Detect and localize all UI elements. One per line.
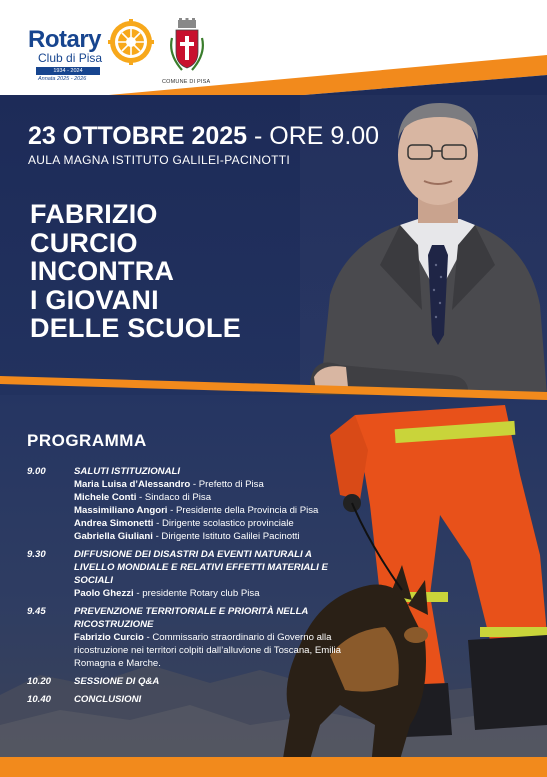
speaker-role: - Dirigente scolastico provinciale bbox=[153, 518, 294, 529]
program-item-title: CONCLUSIONI bbox=[74, 694, 142, 705]
speaker-name: Michele Conti bbox=[74, 492, 137, 503]
speaker bbox=[74, 478, 347, 491]
rotary-years-band: 1934 - 2024 bbox=[36, 67, 100, 75]
program-title: PROGRAMMA bbox=[27, 431, 147, 450]
program-item bbox=[27, 605, 347, 670]
speaker-name: Gabriella Giuliani bbox=[74, 531, 153, 542]
headline-line: INCONTRA bbox=[30, 256, 175, 286]
event-time: - ORE 9.00 bbox=[247, 122, 380, 150]
speaker bbox=[74, 530, 347, 543]
speaker-role: - Presidente della Provincia di Pisa bbox=[167, 505, 319, 516]
speaker-role: - Prefetto di Pisa bbox=[190, 479, 264, 490]
headline-line: CURCIO bbox=[30, 227, 138, 258]
headline-line: DELLE SCUOLE bbox=[30, 313, 241, 343]
speaker bbox=[74, 587, 347, 600]
program-time: 9.45 bbox=[27, 606, 46, 617]
event-venue: AULA MAGNA ISTITUTO GALILEI-PACINOTTI bbox=[28, 153, 291, 167]
program-item bbox=[27, 693, 347, 706]
speaker bbox=[74, 504, 347, 517]
speaker-name: Andrea Simonetti bbox=[74, 518, 154, 529]
speaker-name: Maria Luisa d’Alessandro bbox=[74, 479, 191, 490]
speaker-name: Paolo Ghezzi bbox=[74, 588, 134, 599]
program-list bbox=[27, 465, 347, 711]
rotary-logo-word: Rotary bbox=[28, 26, 102, 53]
section-divider bbox=[0, 370, 547, 410]
speaker-role: - Dirigente Istituto Galilei Pacinotti bbox=[152, 531, 300, 542]
event-headline bbox=[30, 200, 290, 343]
speaker bbox=[74, 491, 347, 504]
program-item-title: DIFFUSIONE DEI DISASTRI DA EVENTI NATURALI A LIVELLO MONDIALE E RELATIVI EFFETTI MATERIALI E SOCIALI bbox=[74, 549, 328, 586]
rotary-wheel-icon bbox=[108, 19, 154, 65]
program-item bbox=[27, 675, 347, 688]
speaker-role: - Sindaco di Pisa bbox=[136, 492, 212, 503]
speaker-role: - presidente Rotary club Pisa bbox=[133, 588, 260, 599]
rotary-annata: Annata 2025 - 2026 bbox=[38, 76, 87, 82]
program-item-title: SALUTI ISTITUZIONALI bbox=[74, 466, 181, 477]
speaker-role: - Commissario straordinario di Governo alla ricostruzione nei territori colpiti dall’alluvione di Toscana, Emilia Romagna e Marche. bbox=[74, 632, 341, 669]
speaker-name: Fabrizio Curcio bbox=[74, 632, 144, 643]
program-item-title: PREVENZIONE TERRITORIALE E PRIORITÀ NELLA RICOSTRUZIONE bbox=[74, 606, 308, 630]
program-item bbox=[27, 548, 347, 600]
comune-label: COMUNE DI PISA bbox=[162, 79, 211, 85]
program-time: 9.30 bbox=[27, 549, 46, 560]
rotary-club-name: Club di Pisa bbox=[38, 51, 103, 65]
speaker bbox=[74, 631, 347, 670]
program-time: 10.40 bbox=[27, 694, 52, 705]
comune-crest-icon bbox=[168, 18, 206, 74]
headline-line: FABRIZIO bbox=[30, 199, 158, 229]
program-time: 10.20 bbox=[27, 676, 52, 687]
headline-line: I GIOVANI bbox=[30, 284, 159, 315]
event-date: 23 OTTOBRE 2025 bbox=[28, 122, 248, 150]
program-time: 9.00 bbox=[27, 466, 46, 477]
event-date-time bbox=[28, 122, 379, 151]
program-item bbox=[27, 465, 347, 543]
bottom-accent-bar bbox=[0, 757, 547, 777]
speaker-name: Massimiliano Angori bbox=[74, 505, 168, 516]
program-item-title: SESSIONE DI Q&A bbox=[74, 676, 160, 687]
speaker bbox=[74, 517, 347, 530]
